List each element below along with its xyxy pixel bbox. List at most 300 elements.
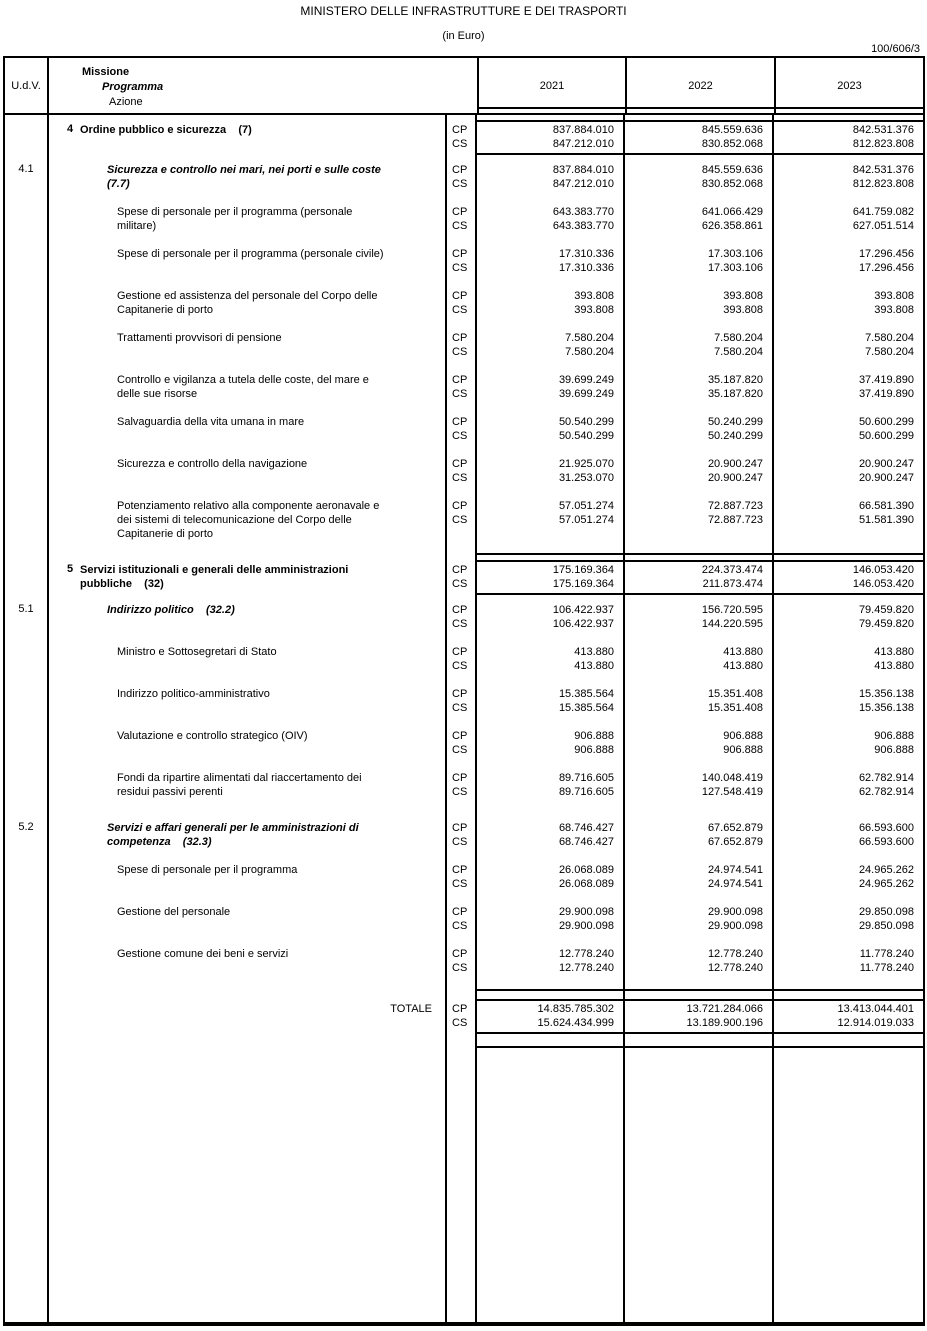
description-line: Fondi da ripartire alimentati dal riaccertamento dei (117, 772, 362, 784)
cp-value-2023: 906.888 (874, 730, 914, 742)
cp-label: CP (452, 772, 468, 784)
description-lines (49, 771, 445, 799)
cp-value-2021: 906.888 (574, 730, 614, 742)
value-cell-2022 (625, 687, 774, 729)
value-cell-2022 (625, 1046, 774, 1322)
description-line: Capitanerie di porto (117, 304, 214, 316)
cpcs-cell (445, 1034, 477, 1046)
value-cell-2023 (774, 155, 923, 205)
cpcs-cell (445, 595, 477, 645)
header-udv-label: U.d.V. (5, 58, 49, 113)
header-year-2023: 2023 (774, 58, 923, 113)
cs-value-2021: 17.310.336 (558, 262, 614, 274)
cp-value-2021: 837.884.010 (552, 164, 614, 176)
description-cell (49, 289, 445, 331)
cs-value-2023: 146.053.420 (852, 578, 914, 590)
cs-value-2023: 24.965.262 (858, 878, 914, 890)
cp-value-2021: 643.383.770 (552, 206, 614, 218)
udv-cell (5, 560, 49, 595)
description-line: (7.7) (107, 178, 130, 190)
value-cell-2022 (625, 415, 774, 457)
cs-value-2022: 15.351.408 (707, 702, 763, 714)
cp-label: CP (452, 864, 468, 876)
header-description-cell (49, 58, 477, 113)
value-cell-2021 (477, 905, 625, 947)
table-row (5, 155, 923, 205)
value-cell-2022 (625, 729, 774, 771)
cs-label: CS (452, 346, 468, 358)
cs-label: CS (452, 304, 468, 316)
description-cell (49, 205, 445, 247)
cp-value-2022: 393.808 (723, 290, 763, 302)
description-cell (49, 771, 445, 813)
cs-value-2022: 127.548.419 (701, 786, 763, 798)
value-cell-2021 (477, 1034, 625, 1046)
table-body (5, 115, 923, 1322)
cp-value-2021: 39.699.249 (558, 374, 614, 386)
description-cell (49, 813, 445, 863)
table-row (5, 560, 923, 595)
value-cell-2021 (477, 120, 625, 155)
cpcs-cell (445, 457, 477, 499)
value-cell-2021 (477, 771, 625, 813)
cp-value-2021: 50.540.299 (558, 416, 614, 428)
cs-label: CS (452, 430, 468, 442)
description-cell (49, 687, 445, 729)
cs-value-2022: 13.189.900.196 (686, 1017, 763, 1029)
cs-value-2023: 393.808 (874, 304, 914, 316)
value-cell-2023 (774, 905, 923, 947)
table-row (5, 645, 923, 687)
cs-label: CS (452, 744, 468, 756)
cs-value-2022: 830.852.068 (701, 178, 763, 190)
description-cell (49, 247, 445, 289)
description-line: Spese di personale per il programma (personale civile) (117, 248, 384, 260)
cs-label: CS (452, 178, 468, 190)
cs-label: CS (452, 702, 468, 714)
cp-value-2021: 57.051.274 (558, 500, 614, 512)
table-row (5, 1034, 923, 1046)
cs-value-2021: 643.383.770 (552, 220, 614, 232)
cp-label: CP (452, 416, 468, 428)
cp-label: CP (452, 822, 468, 834)
table-row (5, 947, 923, 991)
cp-value-2021: 15.385.564 (558, 688, 614, 700)
cs-value-2021: 39.699.249 (558, 388, 614, 400)
cpcs-cell (445, 560, 477, 595)
cp-value-2021: 175.169.364 (552, 564, 614, 576)
value-cell-2023 (774, 331, 923, 373)
udv-cell (5, 645, 49, 687)
cs-value-2023: 79.459.820 (858, 618, 914, 630)
value-cell-2021 (477, 991, 625, 999)
cs-label: CS (452, 618, 468, 630)
header-missione-label: Missione (82, 66, 130, 78)
description-line: Trattamenti provvisori di pensione (117, 332, 282, 344)
description-line: dei sistemi di telecomunicazione del Corpo delle (117, 514, 352, 526)
table-row (5, 595, 923, 645)
cpcs-cell (445, 247, 477, 289)
cs-value-2022: 906.888 (723, 744, 763, 756)
value-cell-2022 (625, 205, 774, 247)
description-lines (49, 947, 445, 961)
cs-label: CS (452, 786, 468, 798)
cp-value-2022: 7.580.204 (714, 332, 763, 344)
table-row (5, 205, 923, 247)
cp-value-2021: 837.884.010 (552, 124, 614, 136)
description-line: TOTALE (390, 1003, 432, 1015)
cp-label: CP (452, 164, 468, 176)
cpcs-cell (445, 120, 477, 155)
description-cell (49, 991, 445, 999)
value-cell-2023 (774, 120, 923, 155)
cs-value-2022: 7.580.204 (714, 346, 763, 358)
cs-value-2022: 413.880 (723, 660, 763, 672)
cs-value-2022: 211.873.474 (702, 578, 763, 590)
cp-value-2023: 17.296.456 (858, 248, 914, 260)
description-cell (49, 595, 445, 645)
cs-value-2022: 393.808 (723, 304, 763, 316)
cp-label: CP (452, 458, 468, 470)
cs-label: CS (452, 878, 468, 890)
value-cell-2023 (774, 205, 923, 247)
cpcs-cell (445, 687, 477, 729)
value-cell-2023 (774, 560, 923, 595)
value-cell-2023 (774, 595, 923, 645)
description-line: delle sue risorse (117, 388, 198, 400)
cs-value-2022: 17.303.106 (707, 262, 763, 274)
description-line: Ordine pubblico e sicurezza (7) (80, 124, 252, 136)
udv-cell (5, 947, 49, 991)
description-cell (49, 373, 445, 415)
cp-value-2023: 146.053.420 (852, 564, 914, 576)
cpcs-cell (445, 205, 477, 247)
value-cell-2023 (774, 947, 923, 991)
cs-value-2021: 175.169.364 (552, 578, 614, 590)
cpcs-cell (445, 771, 477, 813)
cp-value-2021: 89.716.605 (558, 772, 614, 784)
cp-value-2023: 11.778.240 (859, 948, 914, 960)
udv-cell (5, 247, 49, 289)
value-cell-2022 (625, 120, 774, 155)
cpcs-cell (445, 947, 477, 991)
description-cell (49, 155, 445, 205)
cs-label: CS (452, 514, 468, 526)
udv-cell (5, 415, 49, 457)
value-cell-2022 (625, 905, 774, 947)
description-line: Indirizzo politico (32.2) (107, 604, 235, 616)
value-cell-2022 (625, 155, 774, 205)
value-cell-2022 (625, 373, 774, 415)
cs-label: CS (452, 220, 468, 232)
cp-label: CP (452, 500, 468, 512)
cs-value-2022: 24.974.541 (707, 878, 763, 890)
header-programma-label: Programma (102, 81, 164, 93)
cp-value-2022: 24.974.541 (707, 864, 763, 876)
cp-value-2021: 68.746.427 (558, 822, 614, 834)
udv-cell (5, 331, 49, 373)
cs-value-2023: 413.880 (874, 660, 914, 672)
mission-number: 5 (67, 563, 74, 575)
cs-value-2021: 57.051.274 (558, 514, 614, 526)
cs-value-2022: 144.220.595 (701, 618, 763, 630)
udv-cell: 4.1 (5, 155, 49, 205)
table-row (5, 863, 923, 905)
table-row (5, 373, 923, 415)
table-row (5, 457, 923, 499)
value-cell-2021 (477, 687, 625, 729)
value-cell-2022 (625, 1034, 774, 1046)
value-cell-2021 (477, 205, 625, 247)
udv-cell (5, 999, 49, 1034)
udv-cell (5, 120, 49, 155)
value-cell-2023 (774, 813, 923, 863)
description-cell (49, 863, 445, 905)
table-row (5, 247, 923, 289)
value-cell-2023 (774, 991, 923, 999)
value-cell-2023 (774, 863, 923, 905)
cs-value-2022: 50.240.299 (707, 430, 763, 442)
value-cell-2022 (625, 331, 774, 373)
cs-value-2021: 906.888 (574, 744, 614, 756)
value-cell-2023 (774, 247, 923, 289)
cs-label: CS (452, 138, 468, 150)
value-cell-2023 (774, 373, 923, 415)
cp-value-2023: 24.965.262 (858, 864, 914, 876)
description-lines (49, 163, 445, 191)
description-cell (49, 415, 445, 457)
cp-value-2022: 72.887.723 (707, 500, 763, 512)
cs-label: CS (452, 1017, 468, 1029)
cs-value-2023: 66.593.600 (858, 836, 914, 848)
cp-value-2022: 13.721.284.066 (686, 1003, 763, 1015)
cs-value-2021: 26.068.089 (558, 878, 614, 890)
value-cell-2023 (774, 645, 923, 687)
cp-value-2022: 140.048.419 (701, 772, 763, 784)
cs-value-2023: 7.580.204 (865, 346, 914, 358)
value-cell-2021 (477, 373, 625, 415)
cp-value-2022: 50.240.299 (707, 416, 763, 428)
cp-value-2022: 17.303.106 (707, 248, 763, 260)
value-cell-2022 (625, 813, 774, 863)
cp-label: CP (452, 604, 468, 616)
description-line: Gestione comune dei beni e servizi (117, 948, 289, 960)
cs-value-2021: 12.778.240 (558, 962, 614, 974)
cs-label: CS (452, 962, 468, 974)
table-row (5, 687, 923, 729)
cp-value-2022: 156.720.595 (701, 604, 763, 616)
description-line: pubbliche (32) (80, 578, 164, 590)
value-cell-2021 (477, 863, 625, 905)
value-cell-2021 (477, 999, 625, 1034)
udv-cell (5, 373, 49, 415)
value-cell-2021 (477, 595, 625, 645)
cs-value-2021: 847.212.010 (552, 178, 614, 190)
cs-value-2021: 7.580.204 (565, 346, 614, 358)
value-cell-2023 (774, 457, 923, 499)
cp-value-2023: 20.900.247 (858, 458, 914, 470)
cp-value-2023: 641.759.082 (852, 206, 914, 218)
cp-label: CP (452, 730, 468, 742)
cp-value-2023: 7.580.204 (865, 332, 914, 344)
cp-value-2023: 66.593.600 (858, 822, 914, 834)
udv-cell (5, 1034, 49, 1046)
cp-value-2023: 13.413.044.401 (837, 1003, 914, 1015)
cpcs-cell (445, 905, 477, 947)
description-line: Salvaguardia della vita umana in mare (117, 416, 305, 428)
value-cell-2023 (774, 1046, 923, 1322)
cs-value-2023: 20.900.247 (858, 472, 914, 484)
description-cell (49, 729, 445, 771)
cp-value-2021: 413.880 (574, 646, 614, 658)
cp-value-2021: 106.422.937 (552, 604, 614, 616)
description-lines (49, 457, 445, 471)
cs-value-2021: 413.880 (574, 660, 614, 672)
description-line: Spese di personale per il programma (personale (117, 206, 353, 218)
description-lines (49, 603, 445, 617)
udv-cell (5, 687, 49, 729)
cp-label: CP (452, 374, 468, 386)
table-header (5, 58, 923, 115)
description-line: Ministro e Sottosegretari di Stato (117, 646, 277, 658)
cs-label: CS (452, 836, 468, 848)
cp-label: CP (452, 564, 468, 576)
cs-value-2021: 68.746.427 (558, 836, 614, 848)
value-cell-2022 (625, 991, 774, 999)
cp-label: CP (452, 290, 468, 302)
value-cell-2022 (625, 499, 774, 555)
udv-cell (5, 289, 49, 331)
description-line: competenza (32.3) (107, 836, 212, 848)
table-row (5, 120, 923, 155)
cs-value-2023: 62.782.914 (858, 786, 914, 798)
description-lines (49, 687, 445, 701)
cp-value-2021: 7.580.204 (565, 332, 614, 344)
table-row (5, 499, 923, 555)
description-cell (49, 905, 445, 947)
cp-label: CP (452, 124, 468, 136)
value-cell-2023 (774, 499, 923, 555)
description-line: Sicurezza e controllo della navigazione (117, 458, 308, 470)
cp-value-2023: 393.808 (874, 290, 914, 302)
udv-cell (5, 729, 49, 771)
description-line: Spese di personale per il programma (117, 864, 298, 876)
description-line: Gestione del personale (117, 906, 231, 918)
value-cell-2022 (625, 457, 774, 499)
header-year-2022: 2022 (625, 58, 774, 113)
cs-label: CS (452, 262, 468, 274)
description-line: Controllo e vigilanza a tutela delle coste, del mare e (117, 374, 369, 386)
cp-label: CP (452, 1003, 468, 1015)
description-lines (49, 499, 445, 541)
description-lines (49, 645, 445, 659)
value-cell-2021 (477, 457, 625, 499)
cpcs-cell (445, 289, 477, 331)
cs-value-2021: 50.540.299 (558, 430, 614, 442)
table-row (5, 999, 923, 1034)
table-row (5, 813, 923, 863)
description-line: Servizi e affari generali per le amministrazioni di (107, 822, 359, 834)
cs-value-2022: 35.187.820 (707, 388, 763, 400)
cs-value-2023: 15.356.138 (858, 702, 914, 714)
cpcs-cell (445, 645, 477, 687)
cpcs-cell (445, 1046, 477, 1322)
description-lines (49, 1002, 445, 1016)
cpcs-cell (445, 373, 477, 415)
cpcs-cell (445, 499, 477, 555)
cp-value-2023: 15.356.138 (858, 688, 914, 700)
value-cell-2021 (477, 729, 625, 771)
budget-table (3, 56, 925, 1326)
value-cell-2022 (625, 560, 774, 595)
table-row (5, 1046, 923, 1322)
cp-label: CP (452, 948, 468, 960)
cs-value-2023: 906.888 (874, 744, 914, 756)
cp-value-2023: 50.600.299 (858, 416, 914, 428)
value-cell-2021 (477, 415, 625, 457)
description-line: Gestione ed assistenza del personale del Corpo delle (117, 290, 378, 302)
cs-value-2023: 37.419.890 (858, 388, 914, 400)
doc-number: 100/606/3 (871, 43, 920, 55)
cs-value-2023: 51.581.390 (858, 514, 914, 526)
cp-value-2023: 842.531.376 (852, 124, 914, 136)
value-cell-2022 (625, 247, 774, 289)
page-title: MINISTERO DELLE INFRASTRUTTURE E DEI TRASPORTI (300, 4, 627, 18)
cs-value-2021: 29.900.098 (558, 920, 614, 932)
description-cell (49, 499, 445, 555)
udv-cell (5, 771, 49, 813)
description-lines (49, 821, 445, 849)
cs-value-2022: 12.778.240 (707, 962, 763, 974)
cs-value-2022: 29.900.098 (707, 920, 763, 932)
description-cell (49, 120, 445, 155)
cs-value-2021: 31.253.070 (558, 472, 614, 484)
value-cell-2022 (625, 771, 774, 813)
cpcs-cell (445, 155, 477, 205)
cp-value-2022: 224.373.474 (701, 564, 763, 576)
description-line: Indirizzo politico-amministrativo (117, 688, 270, 700)
header-azione-label: Azione (109, 96, 143, 108)
udv-cell (5, 1046, 49, 1322)
cpcs-cell (445, 331, 477, 373)
description-lines (49, 289, 445, 317)
cp-value-2023: 413.880 (874, 646, 914, 658)
cp-value-2022: 29.900.098 (707, 906, 763, 918)
description-lines (49, 331, 445, 345)
cp-value-2022: 12.778.240 (707, 948, 763, 960)
cpcs-cell (445, 863, 477, 905)
cs-value-2023: 50.600.299 (858, 430, 914, 442)
description-lines (49, 123, 445, 137)
cp-label: CP (452, 206, 468, 218)
cpcs-cell (445, 729, 477, 771)
description-lines (49, 205, 445, 233)
cpcs-cell (445, 999, 477, 1034)
udv-cell (5, 991, 49, 999)
value-cell-2021 (477, 331, 625, 373)
udv-cell (5, 457, 49, 499)
cs-value-2021: 15.385.564 (558, 702, 614, 714)
value-cell-2021 (477, 247, 625, 289)
mission-number: 4 (67, 123, 74, 135)
value-cell-2021 (477, 499, 625, 555)
cs-value-2023: 17.296.456 (858, 262, 914, 274)
description-cell (49, 1034, 445, 1046)
cp-value-2022: 35.187.820 (707, 374, 763, 386)
description-line: Valutazione e controllo strategico (OIV) (117, 730, 308, 742)
description-lines (49, 863, 445, 877)
table-row (5, 905, 923, 947)
